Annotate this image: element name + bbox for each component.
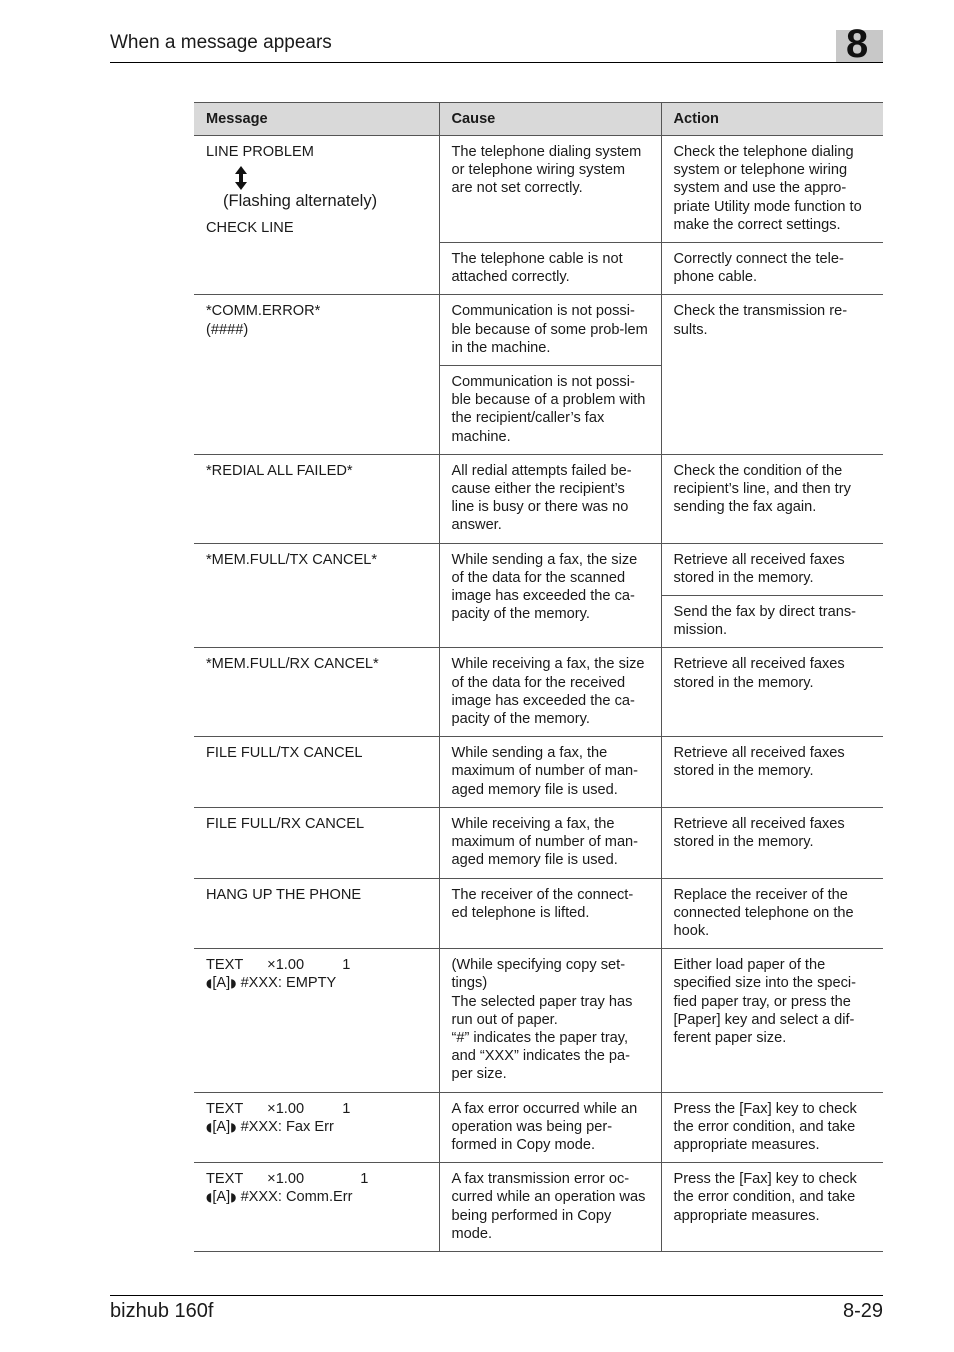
message-text: LINE PROBLEM [206, 144, 314, 160]
cause-cell: All redial attempts failed be-cause either the recipient’s line is busy or there was no answer. [439, 454, 661, 543]
lcd-line-1 [206, 1100, 427, 1118]
cause-text: “#” indicates the paper tray, and “XXX” indicates the pa-per size. [451, 1029, 630, 1083]
lcd-line-1 [206, 1170, 427, 1188]
message-cell [194, 1163, 439, 1252]
lcd-tray: [A] [212, 975, 231, 992]
lcd-line-2 [206, 1118, 427, 1136]
page-header-title: When a message appears [110, 32, 332, 53]
message-cell: FILE FULL/TX CANCEL [194, 737, 439, 808]
table-row [194, 1092, 883, 1163]
tray-left-bracket-icon: ◖ [206, 976, 213, 991]
cause-text: The selected paper tray has run out of paper. [451, 993, 633, 1028]
message-code: (####) [206, 321, 249, 338]
message-cell [194, 1092, 439, 1163]
table-row [194, 807, 883, 878]
message-cell [194, 949, 439, 1092]
tray-right-bracket-icon: ◗ [230, 1119, 237, 1134]
cause-cell: While sending a fax, the maximum of number of man-aged memory file is used. [439, 737, 661, 808]
table-row [194, 648, 883, 737]
lcd-tray: [A] [212, 1189, 231, 1206]
footer-divider [110, 1295, 883, 1296]
action-cell: Retrieve all received faxes stored in the memory. [661, 807, 883, 878]
message-text: *COMM.ERROR* [206, 303, 321, 320]
message-cell: *MEM.FULL/TX CANCEL* [194, 543, 439, 648]
message-table [194, 102, 883, 1252]
lcd-zoom: ×1.00 [267, 1171, 305, 1188]
cause-text: (While specifying copy set-tings) [451, 957, 626, 992]
flash-note: (Flashing alternately) [223, 192, 378, 211]
lcd-line-2 [206, 1188, 427, 1206]
message-cell: FILE FULL/RX CANCEL [194, 807, 439, 878]
cause-cell: While receiving a fax, the size of the data for the received image has exceeded the ca-pacity of the memory. [439, 648, 661, 737]
action-cell: Replace the receiver of the connected telephone on the hook. [661, 878, 883, 949]
lcd-status: #XXX: Fax Err [240, 1118, 334, 1135]
column-header-action: Action [661, 103, 883, 136]
action-cell: Check the transmission re-sults. [661, 295, 883, 454]
lcd-count: 1 [360, 1171, 369, 1188]
table-row [194, 295, 883, 366]
action-cell: Send the fax by direct trans-mission. [661, 596, 883, 648]
tray-left-bracket-icon: ◖ [206, 1119, 213, 1134]
cause-cell: The receiver of the connect-ed telephone is lifted. [439, 878, 661, 949]
cause-cell: A fax error occurred while an operation was being per-formed in Copy mode. [439, 1092, 661, 1163]
action-cell: Press the [Fax] key to check the error condition, and take appropriate measures. [661, 1092, 883, 1163]
lcd-mode: TEXT [206, 1100, 244, 1117]
lcd-status: #XXX: Comm.Err [240, 1189, 353, 1206]
table-row [194, 543, 883, 595]
action-cell: Correctly connect the tele-phone cable. [661, 243, 883, 295]
message-cell: *MEM.FULL/RX CANCEL* [194, 648, 439, 737]
action-cell: Retrieve all received faxes stored in the memory. [661, 737, 883, 808]
action-cell: Retrieve all received faxes stored in the memory. [661, 648, 883, 737]
column-header-cause: Cause [439, 103, 661, 136]
lcd-count: 1 [342, 1100, 351, 1117]
message-cell: *REDIAL ALL FAILED* [194, 454, 439, 543]
action-cell: Check the condition of the recipient’s line, and then try sending the fax again. [661, 454, 883, 543]
table-row [194, 878, 883, 949]
footer-product-name: bizhub 160f [110, 1300, 214, 1322]
chapter-number: 8 [846, 22, 869, 66]
cause-cell: The telephone cable is not attached correctly. [439, 243, 661, 295]
message-cell [194, 136, 439, 295]
flash-alternate-arrow-icon [206, 165, 427, 191]
cause-cell: While sending a fax, the size of the data for the scanned image has exceeded the ca-pacity of the memory. [439, 543, 661, 648]
action-cell: Either load paper of the specified size into the speci-fied paper tray, or press the [Paper] key and select a dif-ferent paper size. [661, 949, 883, 1092]
header-divider [110, 62, 883, 63]
action-cell: Check the telephone dialing system or telephone wiring system and use the appro-priate Utility mode function to make the correct settings. [661, 136, 883, 243]
cause-cell: While receiving a fax, the maximum of number of man-aged memory file is used. [439, 807, 661, 878]
table-row [194, 949, 883, 1092]
lcd-mode: TEXT [206, 1171, 244, 1188]
lcd-tray: [A] [212, 1118, 231, 1135]
lcd-mode: TEXT [206, 957, 244, 974]
table-row [194, 737, 883, 808]
cause-cell: Communication is not possi-ble because of a problem with the recipient/caller’s fax machine. [439, 366, 661, 455]
lcd-line-2 [206, 974, 427, 992]
lcd-line-1 [206, 956, 427, 974]
action-cell: Retrieve all received faxes stored in the memory. [661, 543, 883, 595]
message-cell [194, 295, 439, 454]
cause-cell: Communication is not possi-ble because of some prob-lem in the machine. [439, 295, 661, 366]
lcd-count: 1 [342, 957, 351, 974]
tray-right-bracket-icon: ◗ [230, 976, 237, 991]
lcd-zoom: ×1.00 [267, 1100, 305, 1117]
column-header-message: Message [194, 103, 439, 136]
action-cell: Press the [Fax] key to check the error condition, and take appropriate measures. [661, 1163, 883, 1252]
message-cell: HANG UP THE PHONE [194, 878, 439, 949]
table-row [194, 136, 883, 243]
cause-cell [439, 949, 661, 1092]
tray-left-bracket-icon: ◖ [206, 1190, 213, 1205]
lcd-status: #XXX: EMPTY [240, 975, 337, 992]
table-header-row [194, 103, 883, 136]
message-text: CHECK LINE [206, 220, 294, 237]
table-row [194, 454, 883, 543]
table-row [194, 1163, 883, 1252]
lcd-zoom: ×1.00 [267, 957, 305, 974]
footer-page-number: 8-29 [842, 1300, 883, 1322]
cause-cell: A fax transmission error oc-curred while an operation was being performed in Copy mode. [439, 1163, 661, 1252]
cause-cell: The telephone dialing system or telephone wiring system are not set correctly. [439, 136, 661, 243]
tray-right-bracket-icon: ◗ [230, 1190, 237, 1205]
